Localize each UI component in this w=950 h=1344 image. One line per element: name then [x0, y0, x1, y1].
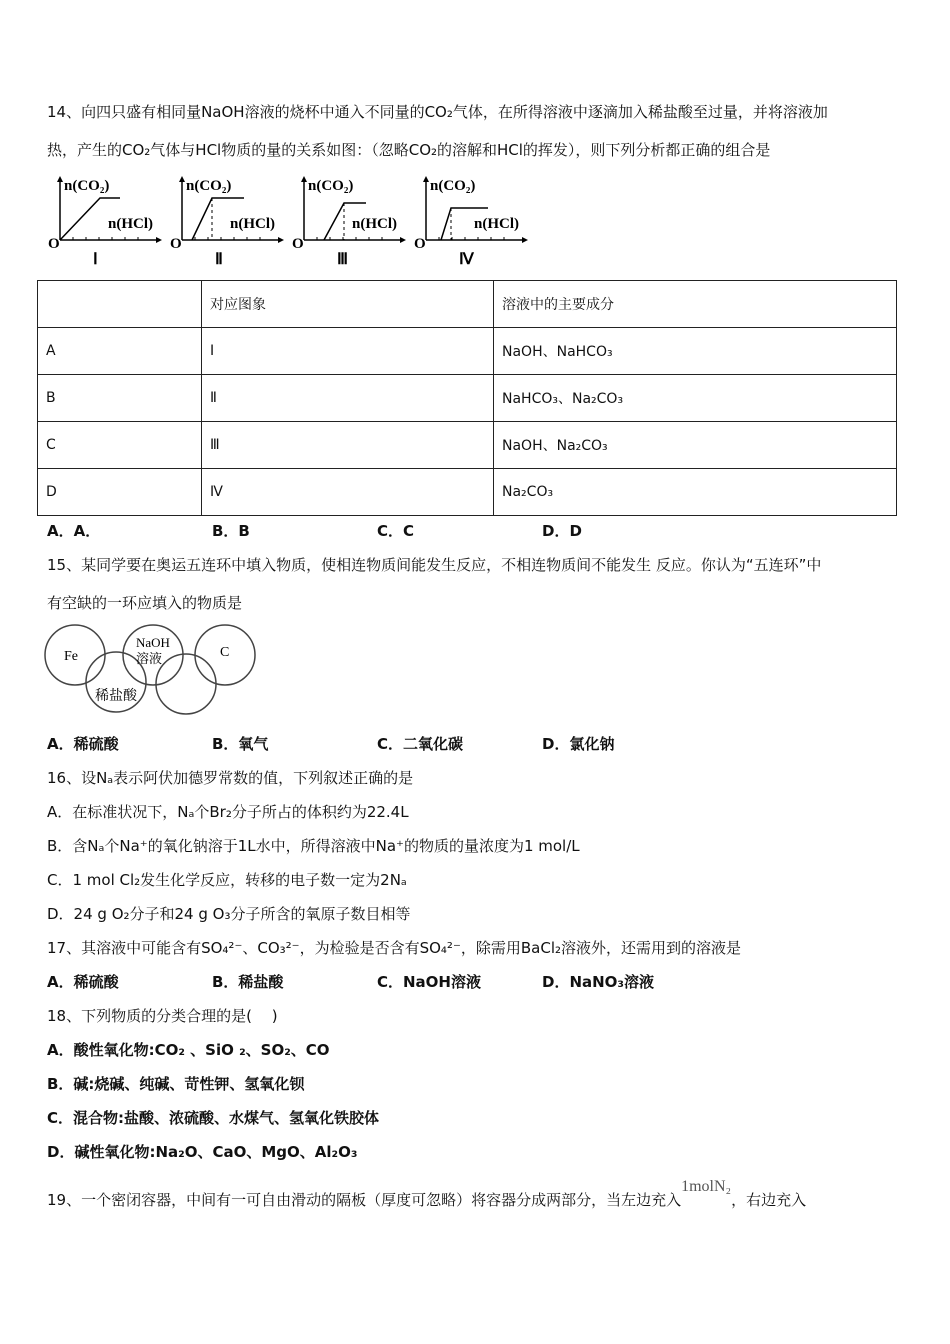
q15-stem-line1: 15、某同学要在奥运五连环中填入物质，使相连物质间能发生反应，不相连物质间不能发生 反应。你认为“五连环”中: [47, 556, 822, 574]
q14-options: [47, 521, 847, 541]
y-axis-label: n(CO₂): [186, 178, 232, 194]
table-header-row: [38, 281, 897, 328]
q18-stem: 18、下列物质的分类合理的是( ): [47, 1007, 278, 1025]
table-row: [38, 469, 897, 516]
x-axis-label: n(HCl): [474, 216, 519, 232]
origin-label: O: [48, 236, 60, 252]
option-a[interactable]: A．稀硫酸: [47, 973, 119, 991]
arrow-icon: [156, 237, 162, 243]
arrow-icon: [179, 176, 185, 182]
table-cell: B: [38, 375, 202, 422]
arrow-icon: [400, 237, 406, 243]
y-axis-label: n(CO₂): [64, 178, 110, 194]
arrow-icon: [423, 176, 429, 182]
y-axis-label: n(CO₂): [430, 178, 476, 194]
option-b[interactable]: B．稀盐酸: [212, 973, 284, 991]
table-cell: Ⅱ: [202, 375, 494, 422]
graph-label: Ⅰ: [93, 251, 98, 268]
origin-label: O: [414, 236, 426, 252]
table-cell: NaOH、NaHCO₃: [494, 328, 897, 375]
q19-stem: [47, 1178, 807, 1211]
q15-options: [47, 734, 847, 754]
q16-option-a[interactable]: A．在标准状况下，Nₐ个Br₂分子所占的体积约为22.4L: [47, 803, 409, 821]
table-header: [38, 281, 202, 328]
x-axis-label: n(HCl): [108, 216, 153, 232]
q15-stem-line2: 有空缺的一环应填入的物质是: [47, 594, 243, 612]
table-cell: Na₂CO₃: [494, 469, 897, 516]
q16-option-d[interactable]: D．24 g O₂分子和24 g O₃分子所含的氧原子数目相等: [47, 905, 411, 923]
option-d[interactable]: D．D: [542, 522, 582, 540]
table-header: 溶液中的主要成分: [494, 281, 897, 328]
q14-table: [37, 280, 897, 516]
origin-label: O: [292, 236, 304, 252]
graph-label: Ⅳ: [459, 251, 474, 268]
option-c[interactable]: C．C: [377, 522, 415, 540]
origin-label: O: [170, 236, 182, 252]
arrow-icon: [278, 237, 284, 243]
x-axis-label: n(HCl): [230, 216, 275, 232]
q18-option-a[interactable]: A．酸性氧化物:CO₂ 、SiO ₂、SO₂、CO: [47, 1041, 330, 1059]
arrow-icon: [522, 237, 528, 243]
q16-option-b[interactable]: B．含Nₐ个Na⁺的氧化钠溶于1L水中，所得溶液中Na⁺的物质的量浓度为1 mol/L: [47, 837, 580, 855]
ring-label: 稀盐酸: [95, 689, 137, 704]
q19-text: 19、一个密闭容器，中间有一可自由滑动的隔板（厚度可忽略）将容器分成两部分，当左边充入: [47, 1191, 682, 1209]
table-cell: NaHCO₃、Na₂CO₃: [494, 375, 897, 422]
graph-1: [48, 176, 162, 268]
table-row: [38, 375, 897, 422]
q17-options: [47, 972, 847, 992]
q18-option-c[interactable]: C．混合物:盐酸、浓硫酸、水煤气、氢氧化铁胶体: [47, 1109, 380, 1127]
q16-option-c[interactable]: C．1 mol Cl₂发生化学反应，转移的电子数一定为2Nₐ: [47, 871, 407, 889]
table-cell: A: [38, 328, 202, 375]
table-header: 对应图象: [202, 281, 494, 328]
q16-stem: 16、设Nₐ表示阿伏加德罗常数的值，下列叙述正确的是: [47, 769, 414, 787]
table-cell: NaOH、Na₂CO₃: [494, 422, 897, 469]
option-a[interactable]: A．A．: [47, 522, 101, 540]
table-cell: Ⅲ: [202, 422, 494, 469]
x-axis-label: n(HCl): [352, 216, 397, 232]
table-cell: C: [38, 422, 202, 469]
ring-label: Fe: [64, 649, 78, 664]
table-cell: D: [38, 469, 202, 516]
option-d[interactable]: D．氯化钠: [542, 735, 615, 753]
y-axis-label: n(CO₂): [308, 178, 354, 194]
graph-3: [292, 176, 406, 268]
option-b[interactable]: B．氧气: [212, 735, 269, 753]
arrow-icon: [301, 176, 307, 182]
arrow-icon: [57, 176, 63, 182]
olympic-rings-diagram: [40, 620, 260, 725]
option-d[interactable]: D．NaNO₃溶液: [542, 973, 655, 991]
q17-stem: 17、其溶液中可能含有SO₄²⁻、CO₃²⁻，为检验是否含有SO₄²⁻，除需用BaCl₂溶液外，还需用到的溶液是: [47, 939, 741, 957]
table-cell: Ⅰ: [202, 328, 494, 375]
q14-graphs: [40, 170, 540, 270]
graph-2: [170, 176, 284, 268]
option-a[interactable]: A．稀硫酸: [47, 735, 119, 753]
ring-blank: [156, 654, 216, 714]
graph-label: Ⅱ: [215, 251, 223, 268]
ring-label: NaOH: [136, 635, 170, 650]
table-cell: Ⅳ: [202, 469, 494, 516]
q14-stem-line1: 14、向四只盛有相同量NaOH溶液的烧杯中通入不同量的CO₂气体，在所得溶液中逐滴加入稀盐酸至过量，并将溶液加: [47, 103, 828, 121]
option-b[interactable]: B．B: [212, 522, 250, 540]
q14-stem-line2: 热，产生的CO₂气体与HCl物质的量的关系如图：（忽略CO₂的溶解和HCl的挥发），则下列分析都正确的组合是: [47, 141, 771, 159]
option-c[interactable]: C．NaOH溶液: [377, 973, 481, 991]
option-c[interactable]: C．二氧化碳: [377, 735, 464, 753]
table-row: [38, 328, 897, 375]
ring-label: 溶液: [136, 651, 163, 666]
table-row: [38, 422, 897, 469]
q18-option-b[interactable]: B．碱:烧碱、纯碱、苛性钾、氢氧化钡: [47, 1075, 305, 1093]
q19-formula: 1molN₂: [681, 1178, 732, 1195]
ring-label: C: [220, 645, 230, 660]
q19-text-tail: ，右边充入: [731, 1191, 807, 1209]
q18-option-d[interactable]: D．碱性氧化物:Na₂O、CaO、MgO、Al₂O₃: [47, 1143, 358, 1161]
graph-4: [414, 176, 528, 268]
graph-label: Ⅲ: [337, 251, 349, 268]
